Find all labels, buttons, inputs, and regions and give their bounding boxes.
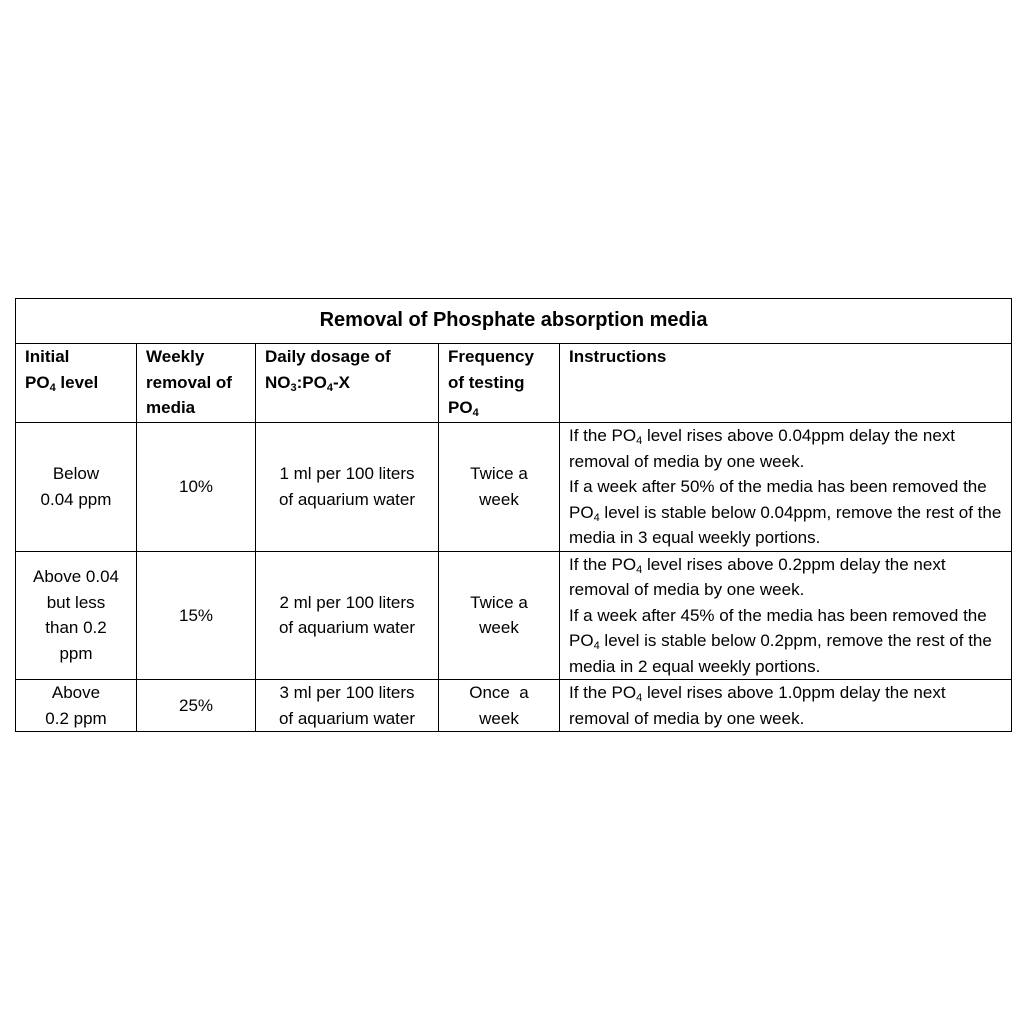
cell-daily-dosage: 1 ml per 100 liters of aquarium water	[256, 423, 439, 552]
cell-daily-dosage: 3 ml per 100 liters of aquarium water	[256, 680, 439, 732]
cell-instructions: If the $PO_4$ level rises above 0.2ppm delay the next removal of media by one week. If a week after 45% of the media has been removed the $PO_4$ level is stable below 0.2ppm, remove the rest of the media in 2 equal weekly portions.	[560, 551, 1012, 680]
header-weekly-removal: Weekly removal of media	[137, 344, 256, 423]
cell-instructions: If the $PO_4$ level rises above 1.0ppm delay the next removal of media by one week.	[560, 680, 1012, 732]
cell-frequency: Twice a week	[439, 551, 560, 680]
table-row	[16, 423, 1012, 552]
header-frequency: Frequency of testing $PO_4$	[439, 344, 560, 423]
header-initial-level: Initial $PO_4$ level	[16, 344, 137, 423]
header-instructions: Instructions	[560, 344, 1012, 423]
phosphate-media-table	[15, 298, 1012, 732]
cell-weekly-removal: 15%	[137, 551, 256, 680]
cell-frequency: Once a week	[439, 680, 560, 732]
title-row	[16, 299, 1012, 344]
cell-weekly-removal: 25%	[137, 680, 256, 732]
cell-daily-dosage: 2 ml per 100 liters of aquarium water	[256, 551, 439, 680]
table-row	[16, 551, 1012, 680]
table-title: Removal of Phosphate absorption media	[16, 299, 1012, 344]
header-daily-dosage: Daily dosage of $NO_3:PO_4-X$	[256, 344, 439, 423]
table-row	[16, 680, 1012, 732]
cell-weekly-removal: 10%	[137, 423, 256, 552]
cell-frequency: Twice a week	[439, 423, 560, 552]
cell-initial-level: Above 0.2 ppm	[16, 680, 137, 732]
cell-initial-level: Above 0.04 but less than 0.2 ppm	[16, 551, 137, 680]
cell-initial-level: Below 0.04 ppm	[16, 423, 137, 552]
cell-instructions: If the $PO_4$ level rises above 0.04ppm delay the next removal of media by one week. If a week after 50% of the media has been removed the $PO_4$ level is stable below 0.04ppm, remove the rest of the media in 3 equal weekly portions.	[560, 423, 1012, 552]
header-row	[16, 344, 1012, 423]
